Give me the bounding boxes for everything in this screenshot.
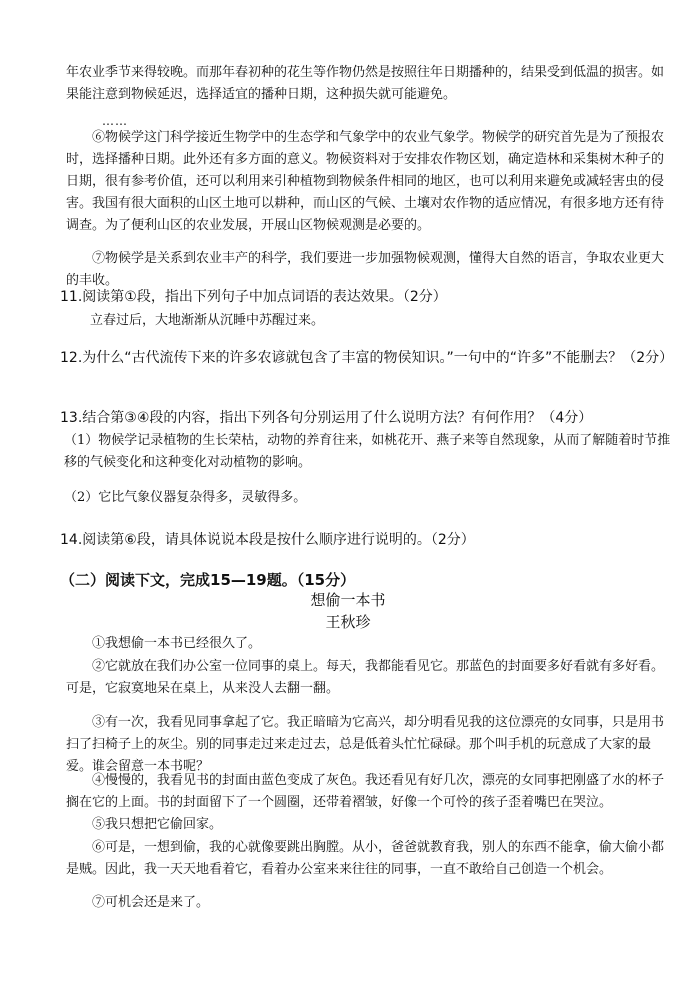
- question-12: 12.为什么“古代流传下来的许多农谚就包含了丰富的物侯知识。”一句中的“许多”不能删去？（2分）: [60, 350, 674, 366]
- article-paragraph-3: ③有一次，我看见同事拿起了它。我正暗暗为它高兴，却分明看见我的这位漂亮的女同事，只是用书扫了扫椅子上的灰尘。别的同事走过来走过去，总是低着头忙忙碌碌。那个叫手机的玩意成了大家的最爱。谁会留意一本书呢？: [66, 715, 665, 774]
- passage-ellipsis: ……: [102, 114, 128, 128]
- question-11-sentence: 立春过后，大地渐渐从沉睡中苏醒过来。: [90, 313, 325, 328]
- question-11: 11.阅读第①段，指出下列句子中加点词语的表达效果。（2分）: [60, 289, 447, 305]
- article-paragraph-5: ⑤我只想把它偷回家。: [92, 817, 223, 832]
- article-paragraph-7: ⑦可机会还是来了。: [92, 895, 210, 910]
- passage-paragraph-7: ⑦物候学是关系到农业丰产的科学，我们要进一步加强物候观测，懂得大自然的语言，争取农业更大的丰收。: [66, 251, 665, 288]
- article-author: 王秋珍: [325, 613, 371, 631]
- passage-paragraph-continuation: 年农业季节来得较晚。而那年春初种的花生等作物仍然是按照往年日期播种的，结果受到低温的损害。如果能注意到物候延迟，选择适宜的播种日期，这种损失就可能避免。: [66, 65, 665, 102]
- question-14: 14.阅读第⑥段，请具体说说本段是按什么顺序进行说明的。（2分）: [60, 532, 475, 548]
- article-paragraph-6: ⑥可是，一想到偷，我的心就像要跳出胸膛。从小，爸爸就教育我，别人的东西不能拿，偷大偷小都是贼。因此，我一天天地看着它，看着办公室来来往往的同事，一直不敢给自己创造一个机会。: [66, 840, 665, 877]
- article-paragraph-2: ②它就放在我们办公室一位同事的桌上。每天，我都能看见它。那蓝色的封面要多好看就有多好看。可是，它寂寞地呆在桌上，从来没人去翻一翻。: [66, 659, 665, 696]
- article-paragraph-4: ④慢慢的，我看见书的封面由蓝色变成了灰色。我还看见有好几次，漂亮的女同事把刚盛了水的杯子搁在它的上面。书的封面留下了一个圆圈，还带着褶皱，好像一个可怜的孩子歪着嘴巴在哭泣。: [66, 773, 665, 810]
- article-paragraph-1: ①我想偷一本书已经很久了。: [92, 636, 262, 651]
- question-13-item-1: （1）物候学记录植物的生长荣枯，动物的养育往来，如桃花开、燕子来等自然现象，从而了解随着时节推移的气候变化和这种变化对动植物的影响。: [64, 433, 671, 470]
- passage-paragraph-6: ⑥物候学这门科学接近生物学中的生态学和气象学中的农业气象学。物候学的研究首先是为了预报农时，选择播种日期。此外还有多方面的意义。物候资料对于安排农作物区划，确定造林和采集树木种子的日期，很有参考价值，还可以利用来引种植物到物候条件相同的地区，也可以利用来避免或减轻害虫的侵害。我国有很大面积的山区土地可以耕种，而山区的气候、土壤对农作物的适应情况，有很多地方还有待调查。为了便利山区的农业发展，开展山区物候观测是必要的。: [66, 130, 665, 233]
- question-13: 13.结合第③④段的内容，指出下列各句分别运用了什么说明方法？有何作用？（4分）: [60, 410, 593, 426]
- article-title: 想偷一本书: [310, 591, 386, 609]
- section-two-heading: （二）阅读下文，完成15—19题。（15分）: [60, 571, 356, 589]
- question-13-item-2: （2）它比气象仪器复杂得多，灵敏得多。: [64, 490, 307, 505]
